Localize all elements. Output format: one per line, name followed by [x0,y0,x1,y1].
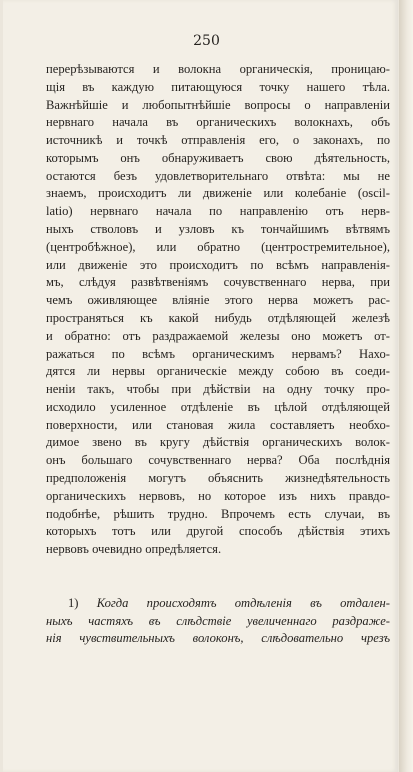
text-line: источникѣ и точкѣ отправленія его, о законахъ, по [46,133,390,148]
text-line: дятся ли нервы органическіе между собою въ соеди- [46,364,390,379]
text-line: знаемъ, происходитъ ли движеніе или колебаніе (oscil- [46,186,390,201]
text-line: или движеніе это происходитъ по всѣмъ направленія- [46,257,390,272]
text-line: подобнѣе, рѣшить трудно. Впрочемъ есть случаи, въ [46,506,390,521]
footnote [46,595,390,648]
page-number: 250 [193,33,220,49]
footnote-line: нія чувствительныхъ волоконъ, слѣдовательно чрезъ [46,631,390,645]
text-line: пространяться къ какой нибудь отдѣляющей железѣ [46,310,390,325]
text-line: неніи такъ, чтобы при дѣйствіи на одну точку про- [46,382,390,397]
text-line: мъ, слѣдуя развѣтвеніямъ сочувственнаго нерва, при [46,275,390,290]
text-line: (центробѣжное), или обратно (центростремительное), [46,239,390,254]
text-line: которыхъ тотъ или другой способъ дѣйствія этихъ [46,524,390,539]
footnote-marker: 1) [68,596,79,610]
text-line: и обратно: отъ раздражаемой железы оно можетъ от- [46,328,390,343]
text-line: ныхъ стволовъ и узловъ къ тончайшимъ вѣтвямъ [46,222,390,237]
text-line: ражаться по всѣмъ органическимъ нервамъ? Нахо- [46,346,390,361]
body-text [46,61,390,559]
text-line: нервовъ очевидно опредѣляется. [46,542,222,557]
text-line: latio) нервнаго начала по направленію отъ нерв- [46,204,390,219]
text-line: которымъ онъ обнаруживаетъ свою дѣятельность, [46,150,390,165]
text-line: щія въ каждую питающуюся точку нашего тѣла. [46,79,390,94]
text-line: перерѣзываются и волокна органическія, проницаю- [46,62,390,76]
text-line: димое звено въ кругу дѣйствія органическихъ волок- [46,435,390,450]
footnote-first-line [46,595,390,613]
text-line: онъ большаго сочувственнаго нерва? Оба послѣднія [46,453,390,468]
text-line: остаются безъ удовлетворительнаго отвѣта: мы не [46,168,390,183]
text-line: нервнаго начала въ органическихъ волокнахъ, объ [46,115,390,130]
text-line: предположенія могутъ объяснить жизнедѣятельность [46,470,390,485]
text-line: чемъ оживляющее вліяніе этого нерва можетъ рас- [46,293,390,308]
page-edge [399,0,413,772]
text-line: исходило усиленное отдѣленіе въ цѣлой отдѣляющей [46,399,390,414]
text-line: Важнѣйшіе и любопытнѣйшіе вопросы о направленіи [46,97,390,112]
text-line: органическихъ нервовъ, но которое изъ нихъ правдо- [46,488,390,503]
text-line: поверхности, или становая жила составляетъ необхо- [46,417,390,432]
footnote-line: ныхъ частяхъ въ слѣдствіе увеличеннаго раздраже- [46,613,390,628]
footnote-text: Когда происходятъ отдѣленія въ отдален- [96,596,390,610]
